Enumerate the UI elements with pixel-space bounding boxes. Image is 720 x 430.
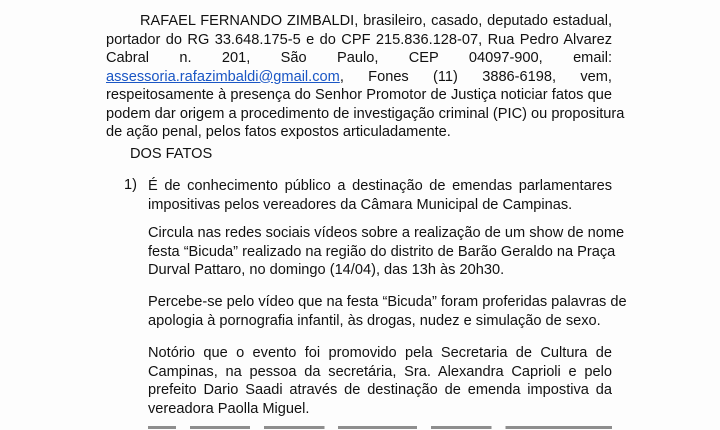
item-number: 1) xyxy=(124,177,137,193)
cropped-next-line xyxy=(148,422,612,430)
paragraph-line: Durval Pattaro, no domingo (14/04), das 13h às 20h30. xyxy=(148,262,505,278)
paragraph-line: Percebe-se pelo vídeo que na festa “Bicuda” foram proferidas palavras de xyxy=(148,294,627,310)
paragraph-line: Notório que o evento foi promovido pela Secretaria de Cultura de xyxy=(148,345,612,361)
fact-paragraph-3 xyxy=(148,293,627,330)
paragraph-line: impositivas pelos vereadores da Câmara Municipal de Campinas. xyxy=(148,196,573,213)
paragraph-line: É de conhecimento público a destinação de emendas parlamentares xyxy=(148,178,612,194)
intro-line-email xyxy=(106,68,612,87)
fact-paragraph-4 xyxy=(148,344,612,418)
paragraph-line: apologia à pornografia infantil, às drogas, nudez e simulação de sexo. xyxy=(148,312,601,329)
intro-line: Cabral n. 201, São Paulo, CEP 04097-900, email: xyxy=(106,50,612,66)
intro-paragraph xyxy=(106,12,625,142)
section-heading: DOS FATOS xyxy=(130,146,213,162)
intro-line: respeitosamente à presença do Senhor Promotor de Justiça noticiar fatos que xyxy=(106,87,612,103)
intro-line: RAFAEL FERNANDO ZIMBALDI, brasileiro, casado, deputado estadual, xyxy=(140,13,612,29)
paragraph-line: prefeito Dario Saadi através de destinação de emenda impostiva da xyxy=(148,382,612,398)
intro-line: podem dar origem a procedimento de investigação criminal (PIC) ou propositura xyxy=(106,105,625,122)
paragraph-line: vereadora Paolla Miguel. xyxy=(148,400,310,417)
email-link[interactable]: assessoria.rafazimbaldi@gmail.com xyxy=(106,68,340,85)
intro-line: portador do RG 33.648.175-5 e do CPF 215.836.128-07, Rua Pedro Alvarez xyxy=(106,31,612,48)
paragraph-line: festa “Bicuda” realizado na região do distrito de Barão Geraldo na Praça xyxy=(148,243,616,260)
fact-paragraph-1 xyxy=(148,177,612,214)
paragraph-line: Campinas, na pessoa da secretária, Sra. Alexandra Caprioli e pelo xyxy=(148,363,612,380)
fact-paragraph-2 xyxy=(148,224,625,280)
phone-text: , Fones (11) 3886-6198, vem, xyxy=(339,68,612,85)
intro-line: de ação penal, pelos fatos expostos articuladamente. xyxy=(106,124,451,140)
paragraph-line: Circula nas redes sociais vídeos sobre a realização de um show de nome xyxy=(148,225,625,241)
